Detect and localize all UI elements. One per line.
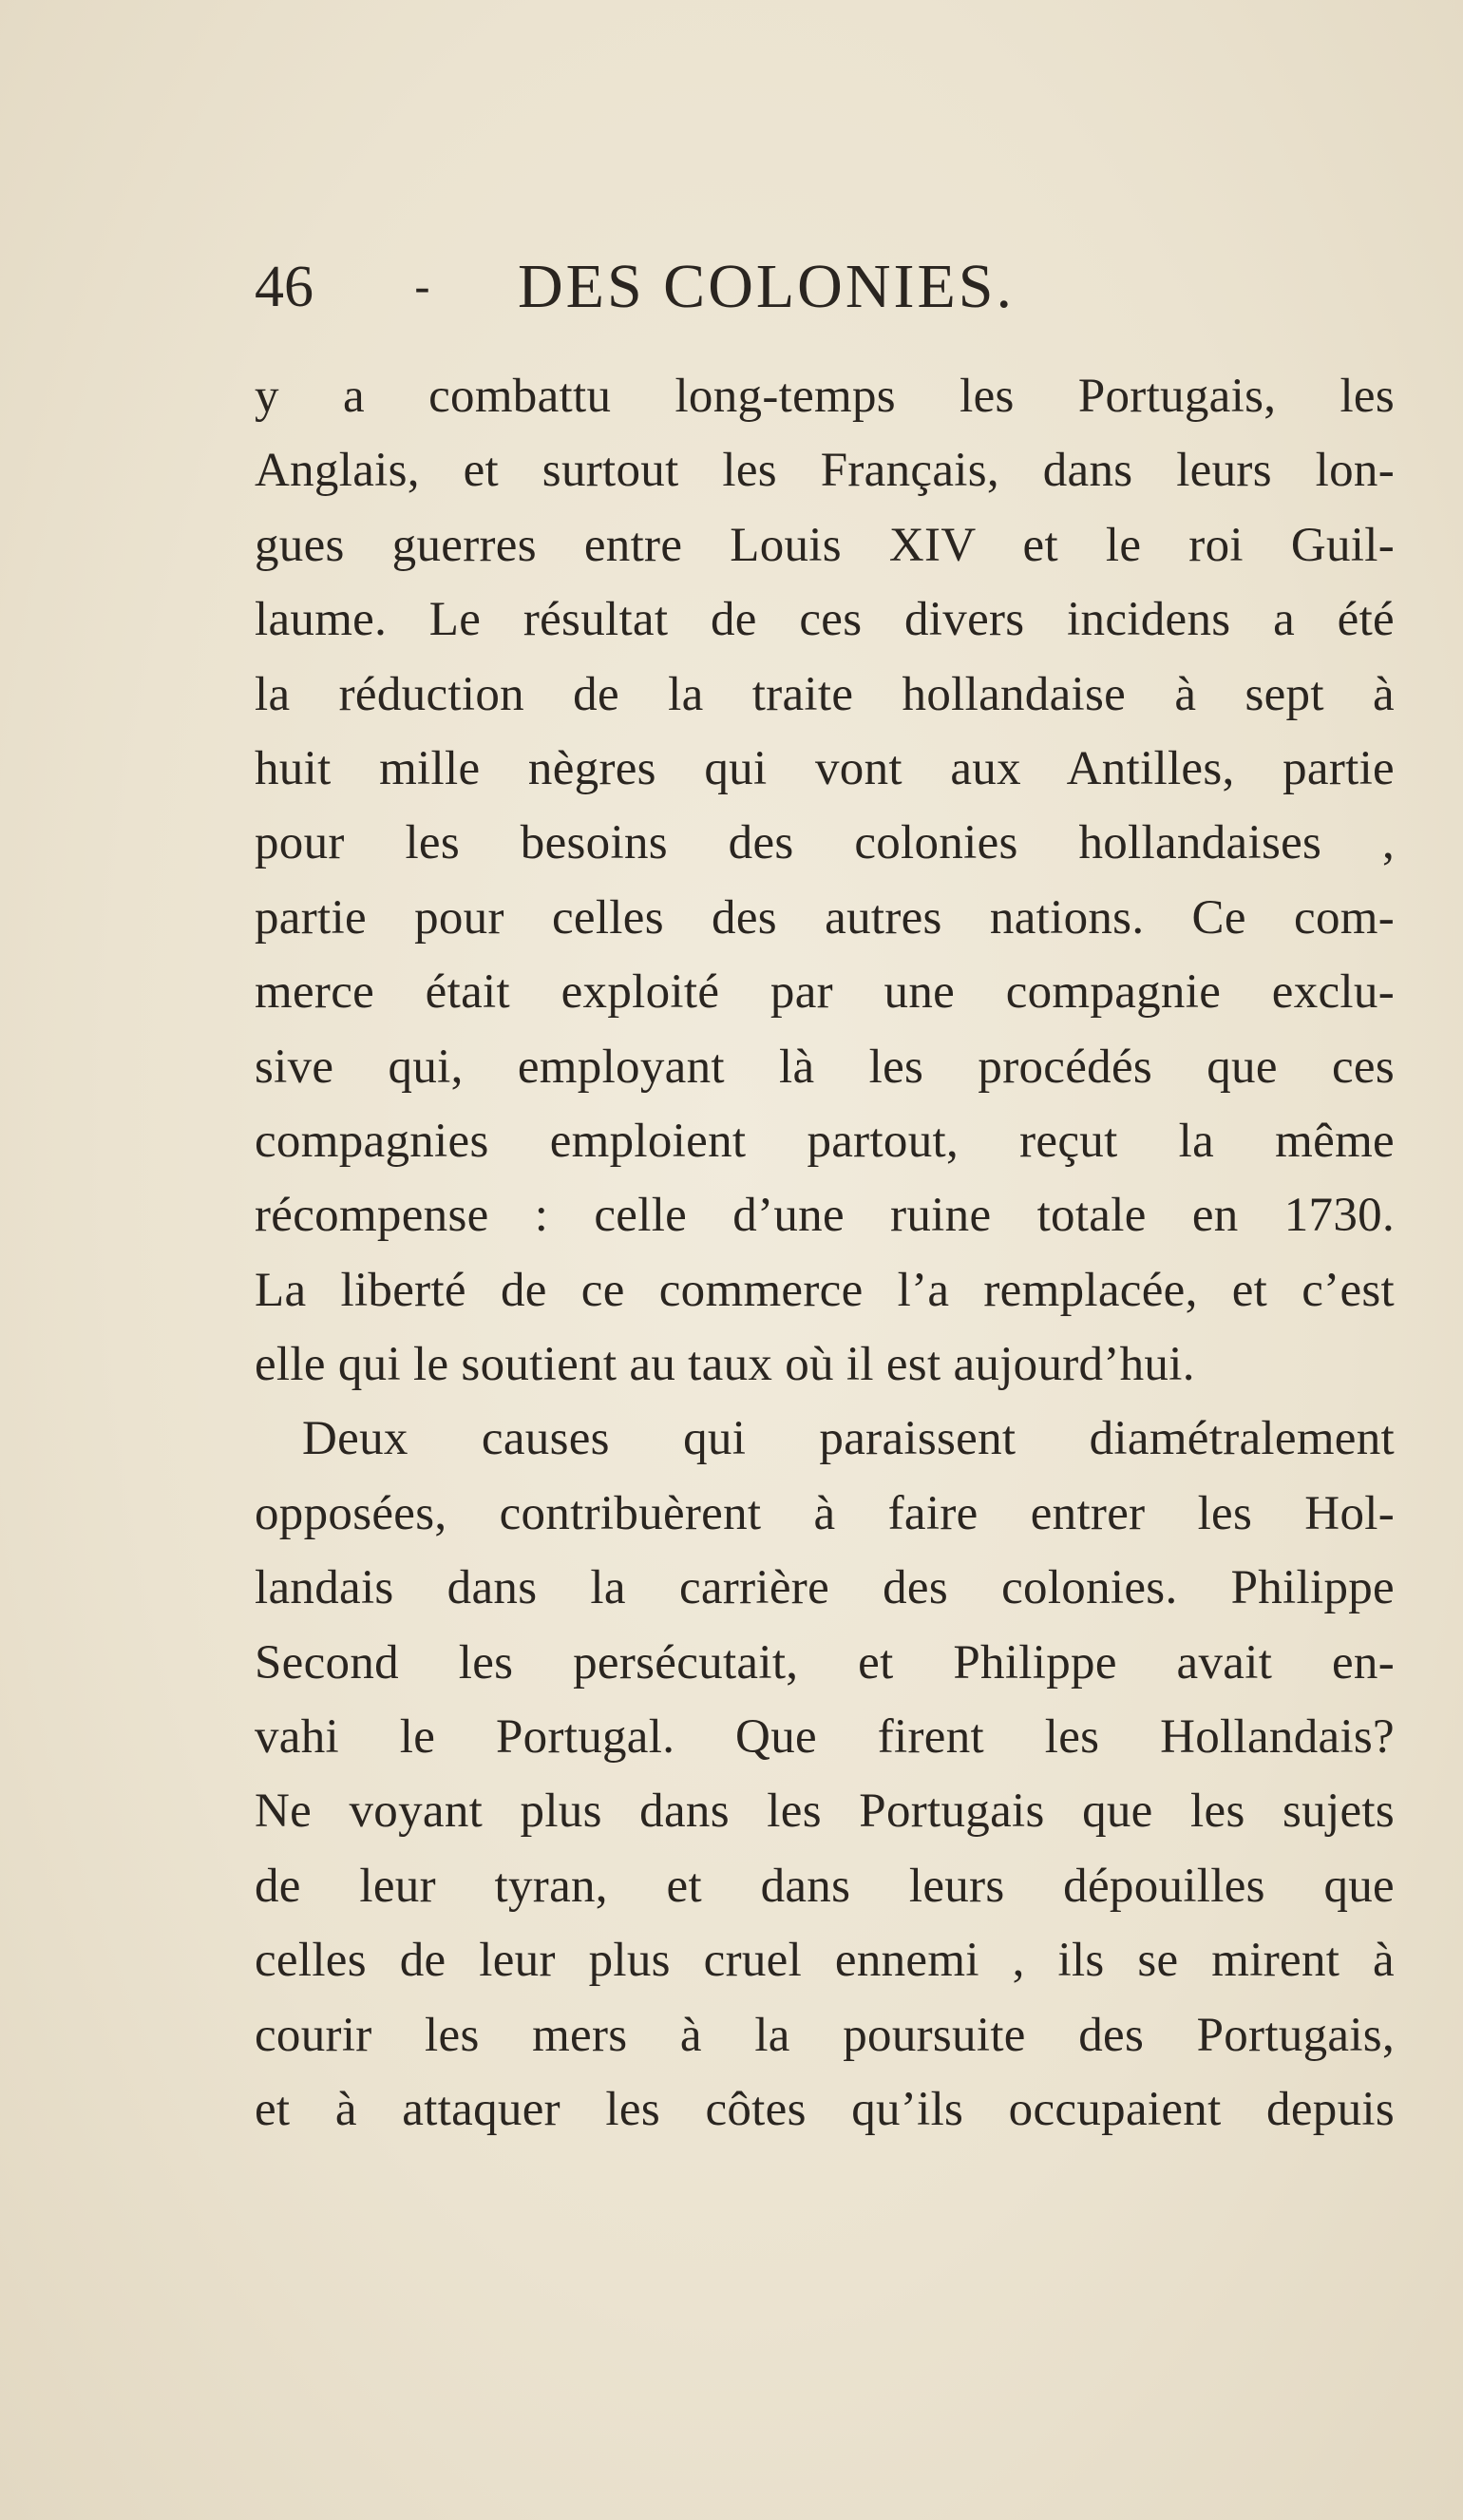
text-line: la réduction de la traite hollandaise à sept à xyxy=(255,667,1395,721)
running-title: DES COLONIES. xyxy=(518,252,1016,321)
header-dash: - xyxy=(414,259,430,315)
text-line: Deux causes qui paraissent diamétralement xyxy=(302,1412,1395,1466)
paragraph-2 xyxy=(255,1402,1395,2147)
text-line: de leur tyran, et dans leurs dépouilles que xyxy=(255,1859,1395,1913)
text-line: et à attaquer les côtes qu’ils occupaient depuis xyxy=(255,2082,1395,2136)
text-line: compagnies emploient partout, reçut la même xyxy=(255,1114,1395,1168)
text-line: opposées, contribuèrent à faire entrer les Hol- xyxy=(255,1486,1395,1540)
text-line: landais dans la carrière des colonies. Philippe xyxy=(255,1561,1395,1615)
text-line: courir les mers à la poursuite des Portugais, xyxy=(255,2008,1395,2062)
text-line: récompense : celle d’une ruine totale en 1730. xyxy=(255,1189,1395,1243)
text-line: Second les persécutait, et Philippe avait en- xyxy=(255,1635,1395,1690)
text-line: Anglais, et surtout les Français, dans leurs lon- xyxy=(255,444,1395,498)
text-line: elle qui le soutient au taux où il est aujourd’hui. xyxy=(255,1338,1195,1392)
text-line: sive qui, employant là les procédés que ces xyxy=(255,1040,1395,1094)
page-number: 46 xyxy=(255,255,314,319)
paragraph-1 xyxy=(255,359,1395,1402)
text-line: Ne voyant plus dans les Portugais que les sujets xyxy=(255,1785,1395,1839)
text-line: vahi le Portugal. Que firent les Hollandais? xyxy=(255,1710,1395,1765)
text-line: huit mille nègres qui vont aux Antilles, partie xyxy=(255,741,1395,795)
text-line: laume. Le résultat de ces divers incidens a été xyxy=(255,593,1395,647)
text-line: gues guerres entre Louis XIV et le roi Guil- xyxy=(255,518,1395,572)
text-line: y a combattu long-temps les Portugais, les xyxy=(255,370,1395,423)
text-line: pour les besoins des colonies hollandaises , xyxy=(255,816,1395,870)
text-line: celles de leur plus cruel ennemi , ils se mirent à xyxy=(255,1934,1395,1988)
page-header xyxy=(255,249,1442,325)
text-line: La liberté de ce commerce l’a remplacée, et c’est xyxy=(255,1263,1395,1317)
text-line: partie pour celles des autres nations. Ce com- xyxy=(255,890,1395,945)
text-line: merce était exploité par une compagnie exclu- xyxy=(255,965,1395,1020)
body-text xyxy=(255,359,1395,2147)
